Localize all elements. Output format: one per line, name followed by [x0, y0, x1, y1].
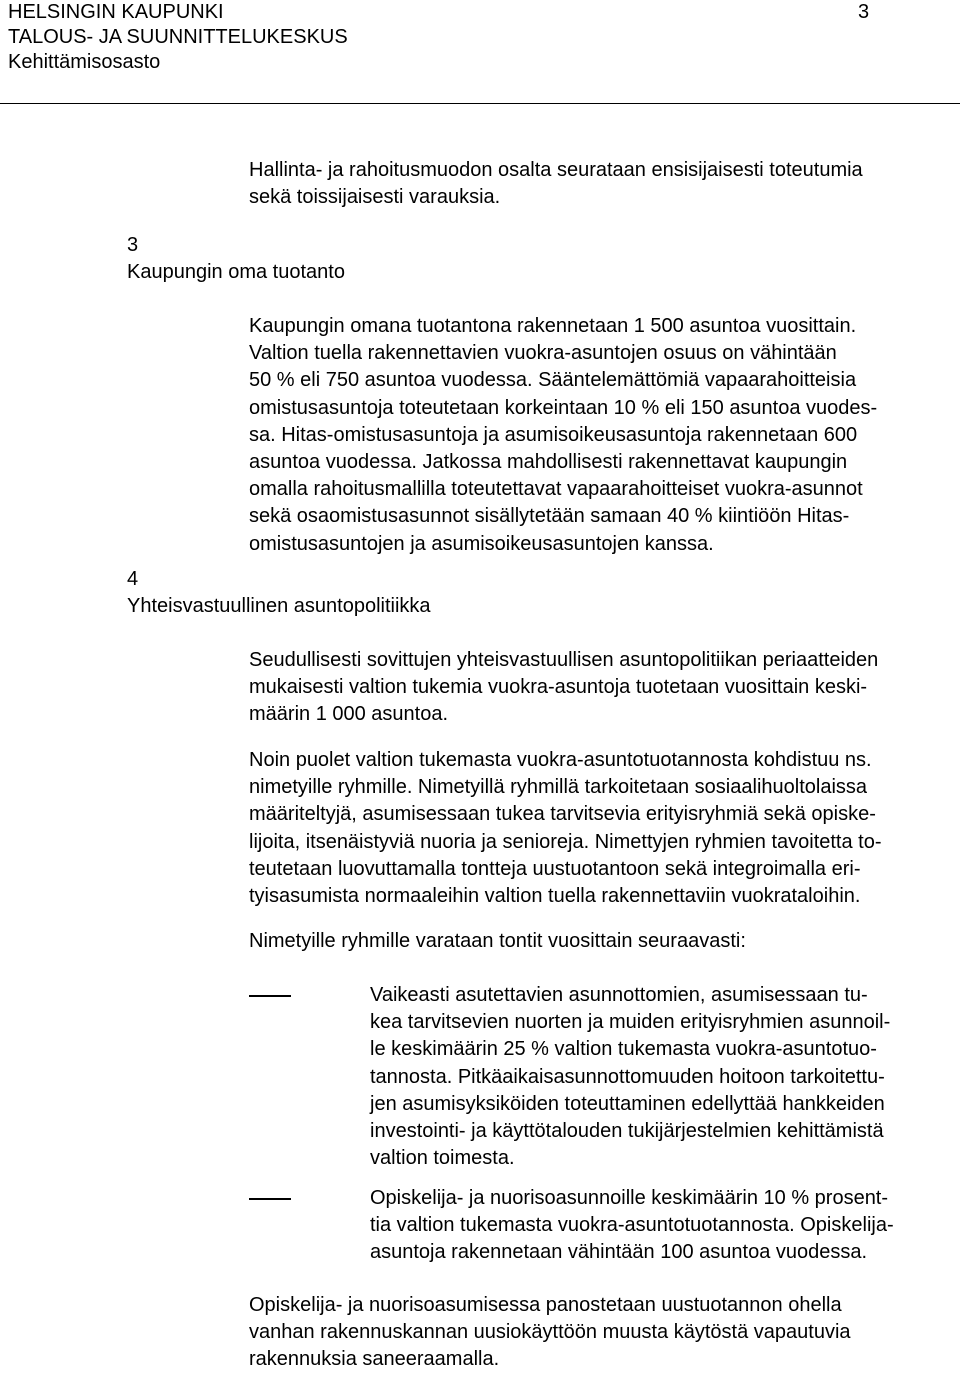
text-line: sekä osaomistusasunnot sisällytetään samaan 40 % kiintiöön Hitas-	[249, 505, 850, 528]
paragraph-city-production	[249, 313, 959, 558]
text-line: Opiskelija- ja nuorisoasunnoille keskimäärin 10 % prosent-	[370, 1187, 889, 1209]
list-item-text	[370, 1185, 959, 1267]
text-line: jen asumisyksiköiden toteuttaminen edellyttää hankkeiden	[370, 1092, 885, 1115]
text-line: investointi- ja käyttötalouden tukijärjestelmien kehittämistä	[370, 1120, 884, 1143]
section-title: Yhteisvastuullinen asuntopolitiikka	[127, 595, 431, 618]
page-number: 3	[858, 1, 870, 23]
text-line: Noin puolet valtion tukemasta vuokra-asuntotuotannosta kohdistuu ns.	[249, 749, 872, 771]
section-number: 4	[127, 568, 139, 590]
paragraph-regional-policy	[249, 647, 959, 729]
text-line: Nimetyille ryhmille varataan tontit vuosittain seuraavasti:	[249, 930, 746, 952]
paragraph-named-groups	[249, 747, 959, 910]
text-line: tia valtion tukemasta vuokra-asuntotuotannosta. Opiskelija-	[370, 1214, 894, 1237]
section-title: Kaupungin oma tuotanto	[127, 261, 345, 284]
text-line: omalla rahoitusmallilla toteutettavat vapaarahoitteiset vuokra-asunnot	[249, 478, 863, 501]
dash-bullet	[249, 995, 291, 997]
paragraph-plot-reservation-intro	[249, 928, 959, 955]
text-line: asuntoa vuodessa. Jatkossa mahdollisesti rakennettavat kaupungin	[249, 451, 848, 474]
text-line: Seudullisesti sovittujen yhteisvastuullisen asuntopolitiikan periaatteiden	[249, 649, 879, 671]
text-line: valtion toimesta.	[370, 1147, 515, 1170]
header-line-city: HELSINGIN KAUPUNKI	[8, 1, 224, 23]
text-line: kea tarvitsevien nuorten ja muiden erityisryhmien asunnoil-	[370, 1011, 891, 1034]
text-line: rakennuksia saneeraamalla.	[249, 1348, 500, 1371]
section-heading-4	[127, 566, 431, 620]
text-line: sekä toissijaisesti varauksia.	[249, 186, 501, 209]
text-line: asuntoja rakennetaan vähintään 100 asuntoa vuodessa.	[370, 1241, 868, 1264]
paragraph-student-housing	[249, 1292, 959, 1374]
text-line: sa. Hitas-omistusasuntoja ja asumisoikeusasuntoja rakennetaan 600	[249, 423, 858, 446]
text-line: Valtion tuella rakennettavien vuokra-asuntojen osuus on vähintään	[249, 342, 837, 365]
paragraph-ownership-monitoring	[249, 157, 959, 211]
text-line: Hallinta- ja rahoitusmuodon osalta seurataan ensisijaisesti toteutumia	[249, 159, 863, 181]
section-number: 3	[127, 234, 139, 256]
text-line: nimetyille ryhmille. Nimetyillä ryhmillä tarkoitetaan sosiaalihuoltolaissa	[249, 776, 868, 799]
header-divider	[0, 103, 960, 104]
list-item-text	[370, 982, 959, 1172]
text-line: Kaupungin omana tuotantona rakennetaan 1 500 asuntoa vuosittain.	[249, 315, 857, 337]
text-line: Vaikeasti asutettavien asunnottomien, asumisessaan tu-	[370, 984, 868, 1006]
text-line: lijoita, itsenäistyviä nuoria ja senioreja. Nimettyjen ryhmien tavoitetta to-	[249, 830, 882, 853]
section-heading-3	[127, 232, 345, 286]
text-line: tannosta. Pitkäaikaisasunnottomuuden hoitoon tarkoitettu-	[370, 1065, 885, 1088]
dash-bullet	[249, 1198, 291, 1200]
text-line: le keskimäärin 25 % valtion tukemasta vuokra-asuntotuo-	[370, 1038, 877, 1061]
text-line: mukaisesti valtion tukemia vuokra-asuntoja tuotetaan vuosittain keski-	[249, 676, 868, 699]
text-line: omistusasuntoja toteutetaan korkeintaan 10 % eli 150 asuntoa vuodes-	[249, 396, 878, 419]
header-text	[8, 0, 348, 75]
text-line: tyisasumista normaaleihin valtion tuella rakennettaviin vuokrataloihin.	[249, 885, 861, 908]
text-line: 50 % eli 750 asuntoa vuodessa. Sääntelemättömiä vapaarahoitteisia	[249, 369, 857, 392]
text-line: Opiskelija- ja nuorisoasumisessa panostetaan uustuotannon ohella	[249, 1294, 842, 1316]
text-line: teutetaan luovuttamalla tontteja uustuotantoon sekä integroimalla eri-	[249, 857, 861, 880]
text-line: määrin 1 000 asuntoa.	[249, 703, 449, 726]
text-line: määriteltyjä, asumisessaan tukea tarvitsevia erityisryhmiä sekä opiske-	[249, 803, 876, 826]
text-line: vanhan rakennuskannan uusiokäyttöön muusta käytöstä vapautuvia	[249, 1321, 851, 1344]
header-line-department: TALOUS- JA SUUNNITTELUKESKUS	[8, 26, 348, 48]
text-line: omistusasuntojen ja asumisoikeusasuntojen kanssa.	[249, 532, 714, 555]
header-line-unit: Kehittämisosasto	[8, 51, 161, 73]
